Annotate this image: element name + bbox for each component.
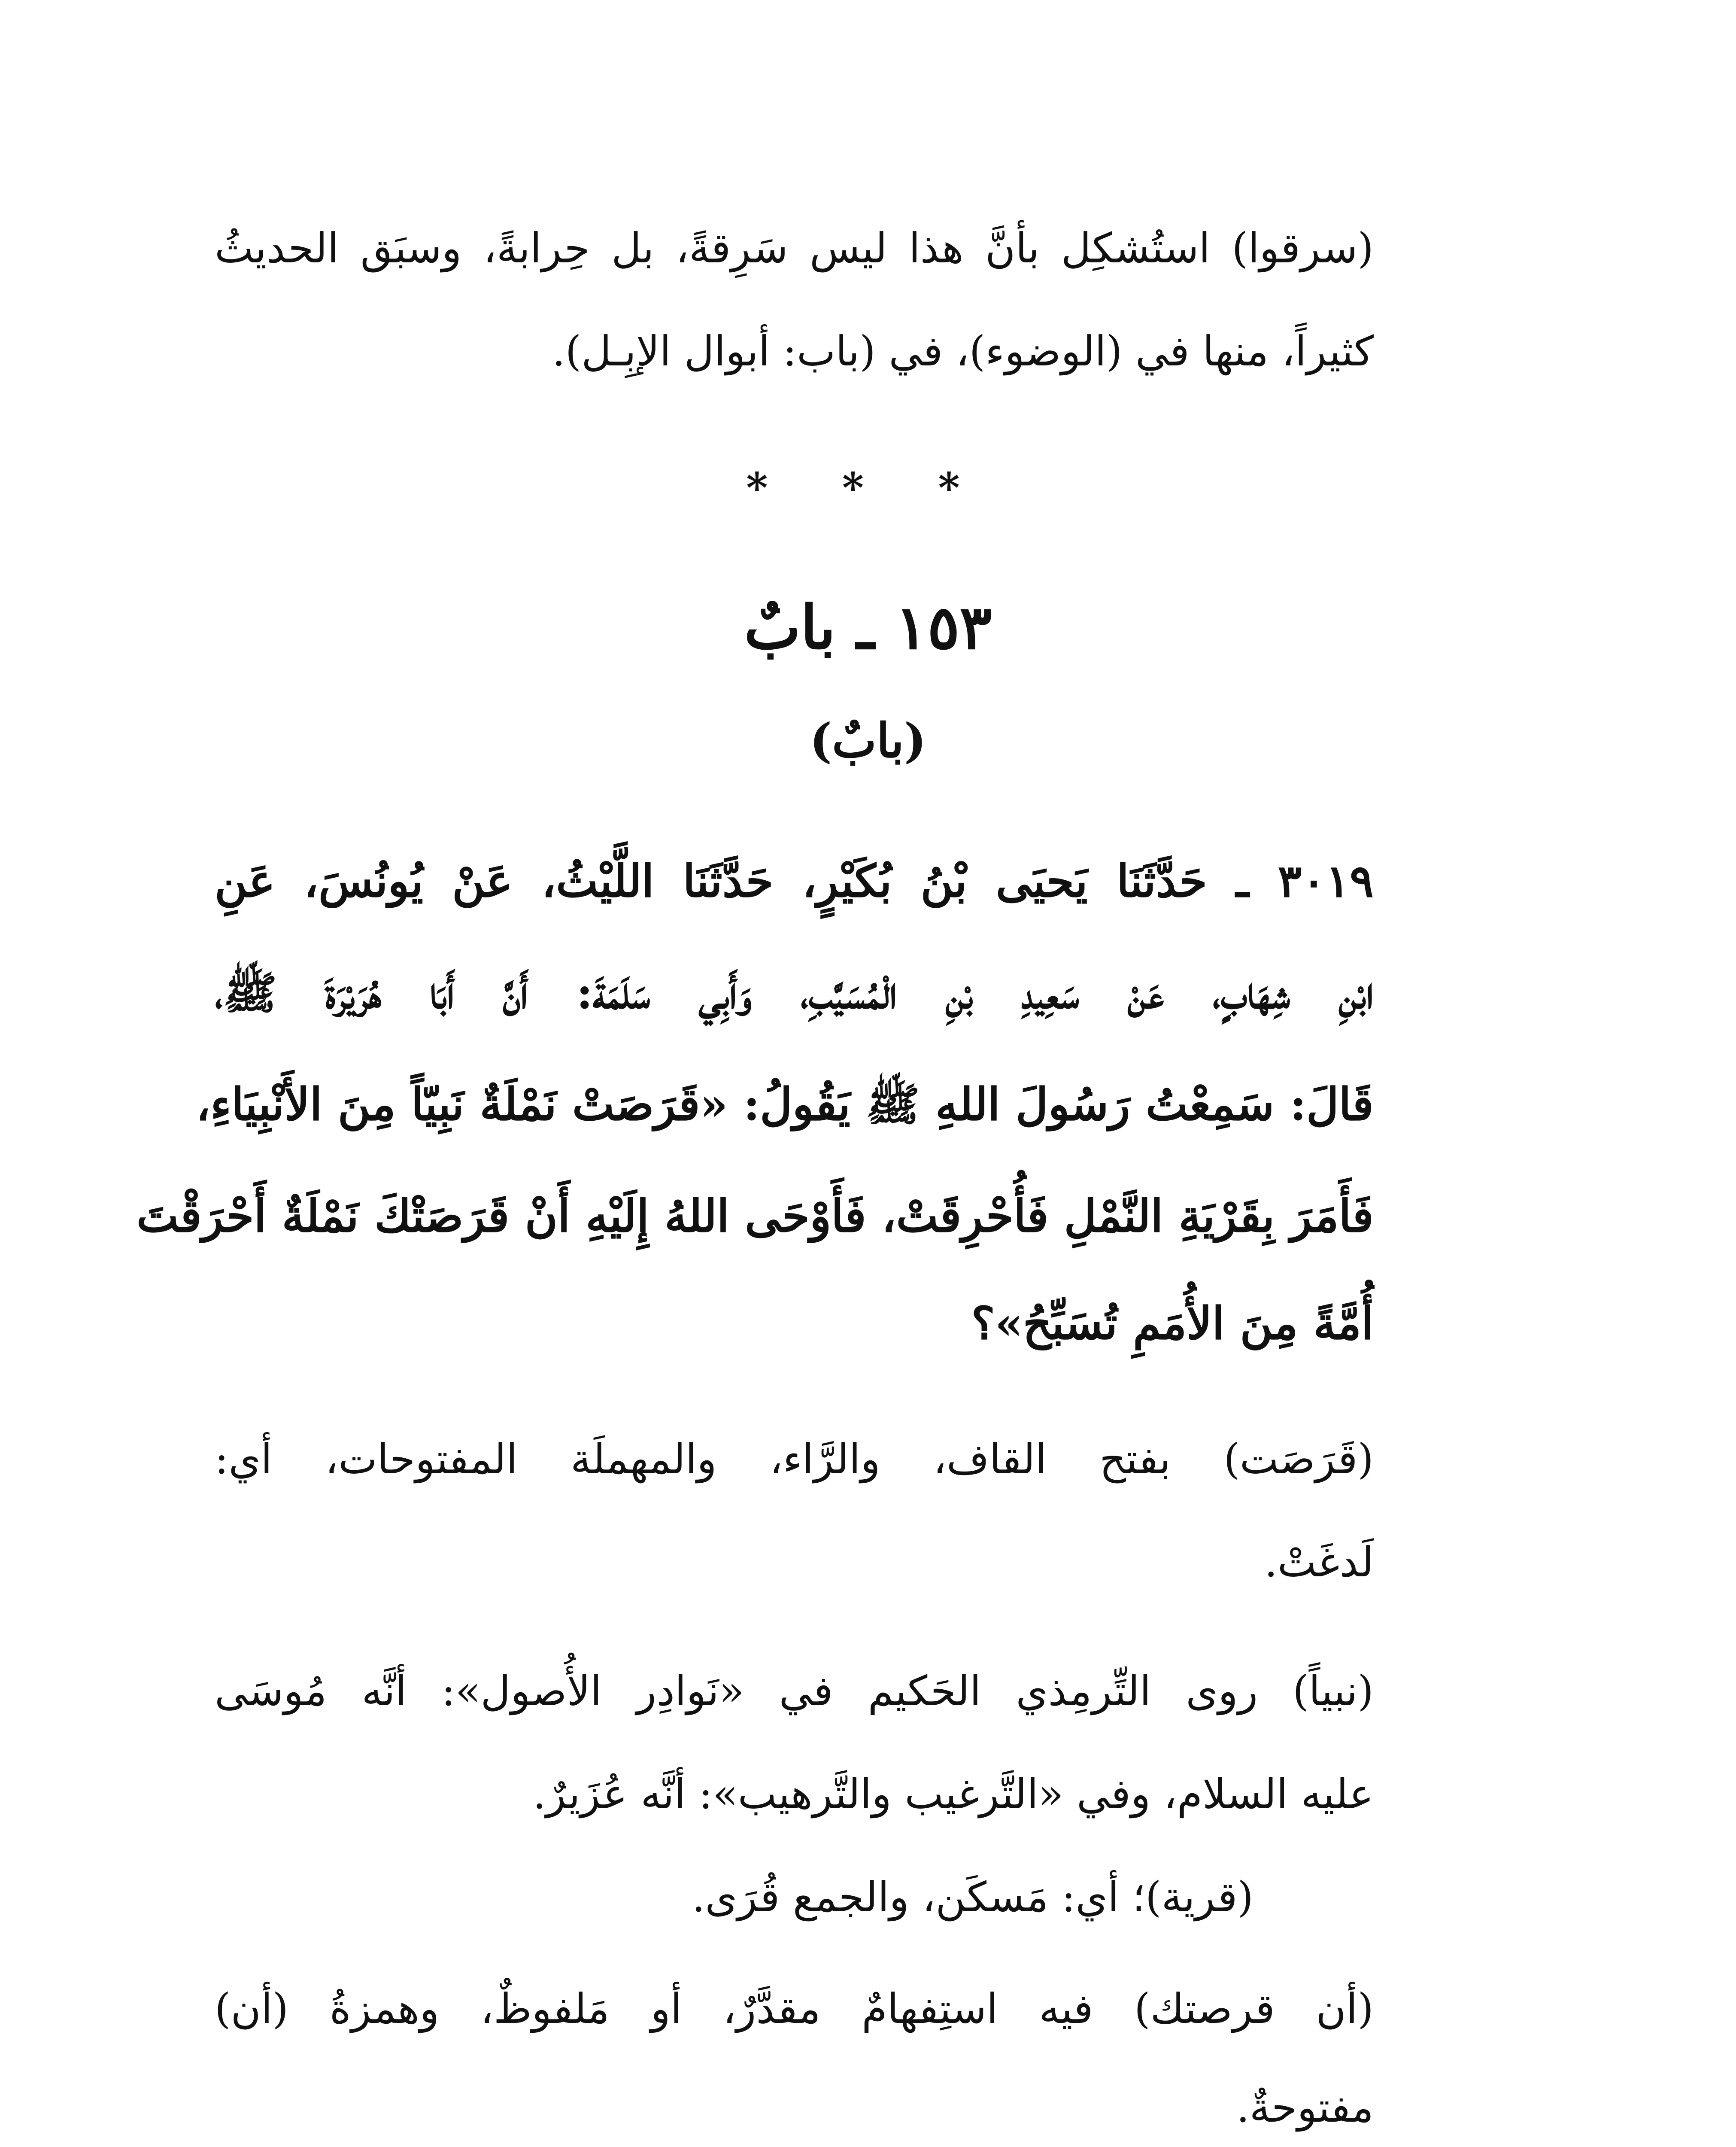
hadith-line-1: ٣٠١٩ ـ حَدَّثَنَا يَحيَى بْنُ بُكَيْرٍ، حَدَّثَنَا اللَّيْثُ، عَنْ يُونُسَ، عَنِ [215, 855, 1374, 907]
hadith-line-4: فَأَمَرَ بِقَرْيَةِ النَّمْلِ فَأُحْرِقَتْ، فَأَوْحَى اللهُ إِلَيْهِ أَنْ قَرَصَتْكَ نَمْلَةٌ أَحْرَقْتَ [137, 1189, 1374, 1242]
commentary-top-line-1: (سرقوا) استُشكِل بأنَّ هذا ليس سَرِقةً، بل حِرابةً، وسبَق الحديثُ [215, 224, 1374, 272]
commentary-top-line-2: كثيراً، منها في (الوضوء)، في (باب: أبوال الإبِـل). [552, 327, 1374, 375]
commentary-para1-line-1: (قَرَصَت) بفتح القاف، والرَّاء، والمهملَة المفتوحات، أي: [215, 1435, 1374, 1483]
section-separator: * * * [746, 464, 990, 512]
commentary-para3-line-1: (قرية)؛ أي: مَسكَن، والجمع قُرَى. [692, 1873, 1253, 1921]
chapter-heading: ١٥٣ ـ بابٌ [744, 593, 992, 663]
commentary-para2-line-2: عليه السلام، وفي «التَّرغيب والتَّرهيب»: أنَّه عُزَيرٌ. [533, 1770, 1374, 1818]
hadith-line-3: قَالَ: سَمِعْتُ رَسُولَ اللهِ ﷺ يَقُولُ: «قَرَصَتْ نَمْلَةٌ نَبِيّاً مِنَ الأَنْبِيَاءِ، [196, 1078, 1374, 1131]
commentary-para4-line-2: مفتوحةٌ. [1236, 2083, 1374, 2132]
commentary-para2-line-1: (نبياً) روى التِّرمِذي الحَكيم في «نَوادِر الأُصول»: أنَّه مُوسَى [215, 1667, 1374, 1715]
commentary-para4-line-1: (أن قرصتك) فيه استِفهامٌ مقدَّرٌ، أو مَلفوظٌ، وهمزةُ (أن) [215, 1985, 1374, 2033]
hadith-line-2: ابْنِ شِهَابٍ، عَنْ سَعِيدِ بْنِ الْمُسَيَّبِ، وَأَبِي سَلَمَةَ: أَنَّ أَبَا هُرَيْرَةَ ﷺ، [215, 966, 1374, 1019]
chapter-subheading: (بابٌ) [810, 713, 926, 768]
hadith-line-5: أُمَّةً مِنَ الأُمَمِ تُسَبِّحُ»؟ [971, 1297, 1374, 1350]
commentary-para1-line-2: لَدغَتْ. [1264, 1538, 1374, 1586]
